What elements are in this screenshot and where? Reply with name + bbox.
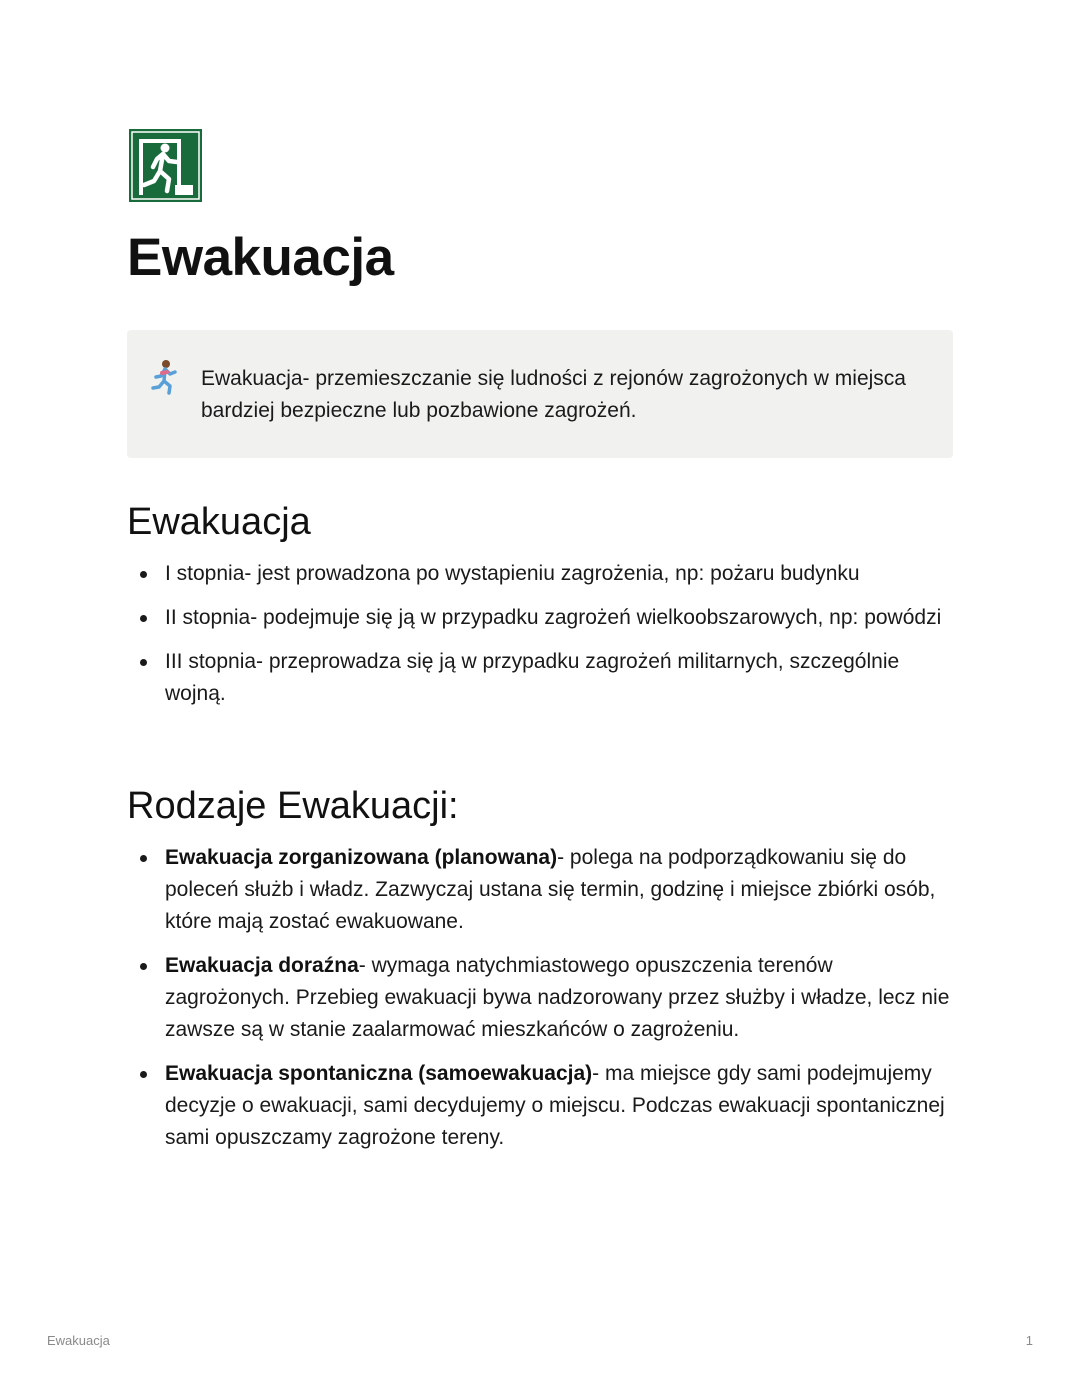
list-item — [127, 950, 957, 1046]
section-heading-ewakuacja: Ewakuacja — [127, 501, 311, 543]
definition-callout — [127, 330, 953, 458]
bullet-icon — [140, 615, 147, 622]
list-item — [127, 1058, 957, 1154]
list-item — [127, 842, 957, 938]
list-item-text: III stopnia- przeprowadza się ją w przypadku zagrożeń militarnych, szczególnie wojną. — [165, 650, 900, 705]
list-item-term: Ewakuacja spontaniczna (samoewakuacja) — [165, 1062, 593, 1085]
section-heading-rodzaje: Rodzaje Ewakuacji: — [127, 785, 459, 827]
bullet-icon — [140, 659, 147, 666]
list-item-term: Ewakuacja doraźna — [165, 954, 359, 977]
bullet-icon — [140, 571, 147, 578]
footer-page-number: 1 — [1025, 1333, 1033, 1348]
list-item — [127, 602, 957, 634]
list-item-term: Ewakuacja zorganizowana (planowana) — [165, 846, 558, 869]
list-item-text: - polega na podporządkowaniu się do poleceń służb i władz. Zazwyczaj ustana się termin, godzinę i miejsce zbiórki osób, które mają zostać ewakuowane. — [165, 846, 936, 933]
bullet-icon — [140, 855, 147, 862]
list-item-text: II stopnia- podejmuje się ją w przypadku zagrożeń wielkoobszarowych, np: powódzi — [165, 606, 942, 629]
callout-text: Ewakuacja- przemieszczanie się ludności z rejonów zagrożonych w miejsca bardziej bezpieczne lub pozbawione zagrożeń. — [201, 367, 906, 422]
list-item-text: I stopnia- jest prowadzona po wystapieniu zagrożenia, np: pożaru budynku — [165, 562, 860, 585]
bullet-icon — [140, 1071, 147, 1078]
footer-doc-name: Ewakuacja — [47, 1333, 110, 1348]
list-item-text: - wymaga natychmiastowego opuszczenia terenów zagrożonych. Przebieg ewakuacji bywa nadzorowany przez służby i władze, lecz nie zawsze są w stanie zaalarmować mieszkańców o zagrożeniu. — [165, 954, 950, 1041]
list-item — [127, 646, 957, 710]
running-person-icon — [146, 356, 186, 396]
page-title: Ewakuacja — [127, 228, 394, 287]
bullet-icon — [140, 963, 147, 970]
emergency-exit-icon — [129, 129, 202, 202]
evacuation-levels-list — [127, 558, 957, 722]
evacuation-types-list — [127, 842, 957, 1166]
list-item-text: - ma miejsce gdy sami podejmujemy decyzje o ewakuacji, sami decydujemy o miejscu. Podczas ewakuacji spontanicznej sami opuszczamy zagrożone tereny. — [165, 1062, 945, 1149]
list-item — [127, 558, 957, 590]
